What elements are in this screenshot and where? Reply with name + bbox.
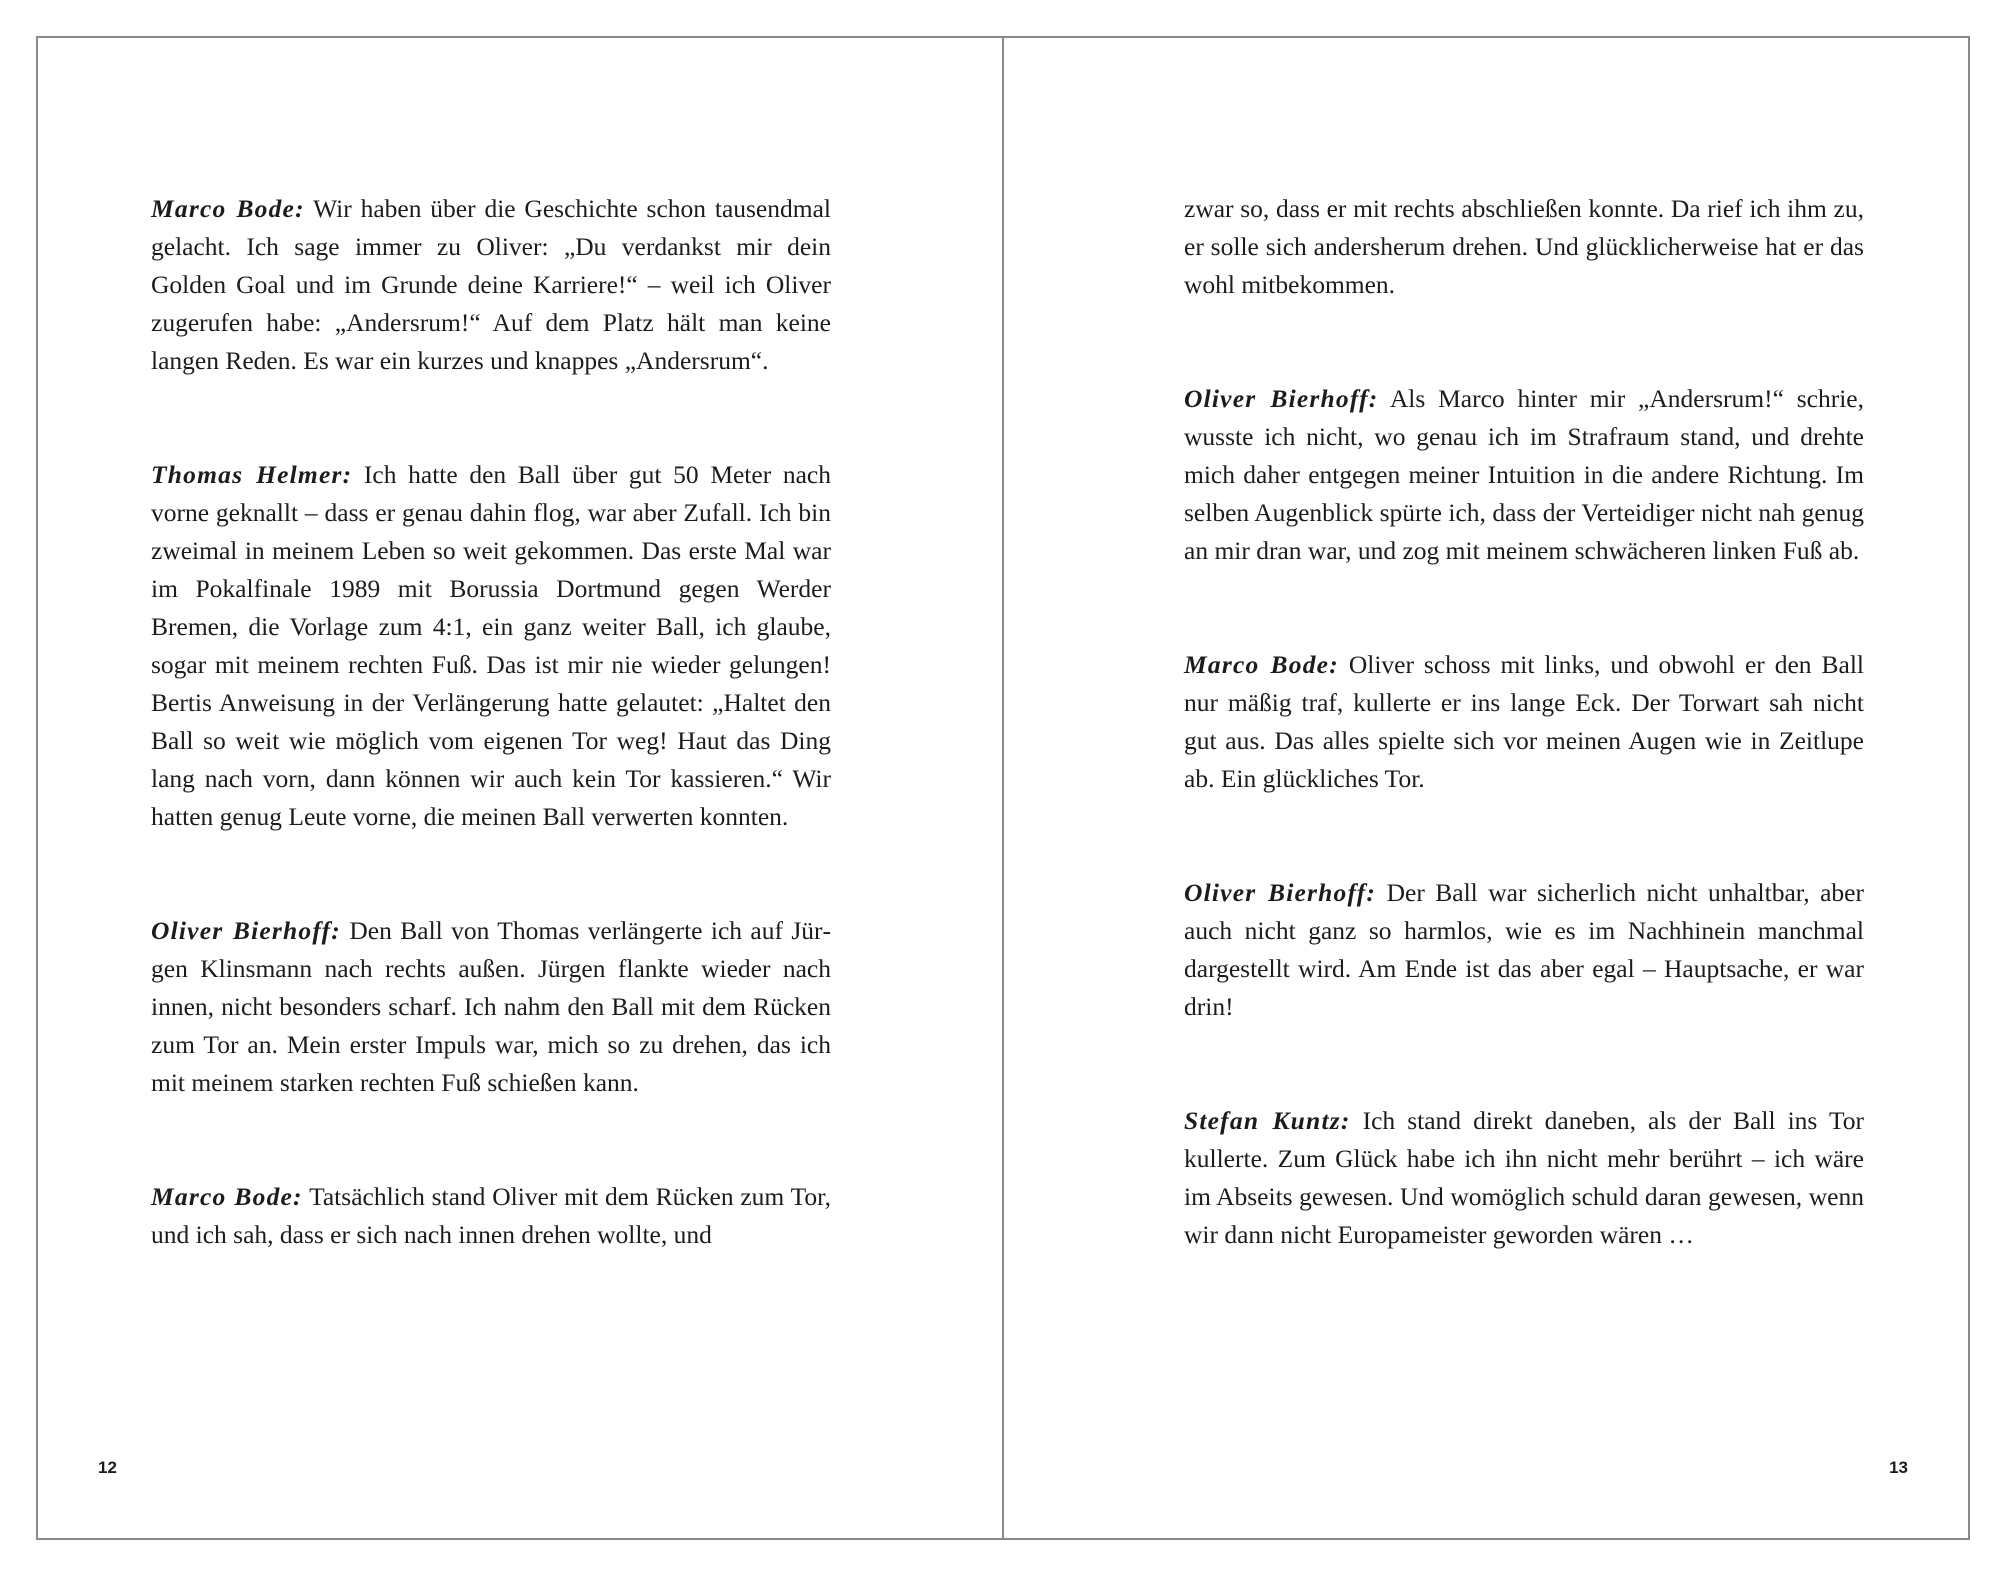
page-number: 13	[1889, 1458, 1908, 1477]
paragraph	[1184, 874, 1864, 1026]
paragraph-text: zwar so, dass er mit rechts abschließen konnte. Da rief ich ihm zu, er solle sich andersherum drehen. Und glücklicherweise hat er das wohl mitbekommen.	[1184, 194, 1864, 299]
paragraph	[1184, 1102, 1864, 1254]
speaker-name: Oliver Bierhoff:	[1184, 878, 1377, 907]
paragraph-text: Der Ball war sicherlich nicht unhaltbar, aber auch nicht ganz so harmlos, wie es im Nachhinein manchmal dargestellt wird. Am Ende ist das aber egal – Hauptsache, er war drin!	[1184, 878, 1864, 1021]
left-text-column	[151, 190, 831, 1330]
paragraph	[1184, 380, 1864, 570]
paragraph	[151, 190, 831, 380]
speaker-name: Marco Bode:	[151, 1182, 303, 1211]
speaker-name: Oliver Bierhoff:	[151, 916, 342, 945]
paragraph	[151, 1178, 831, 1254]
speaker-name: Thomas Helmer:	[151, 460, 353, 489]
page-number: 12	[98, 1458, 117, 1477]
speaker-name: Marco Bode:	[151, 194, 305, 223]
paragraph-text: Oliver schoss mit links, und obwohl er den Ball nur mäßig traf, kullerte er ins lange Eck. Der Torwart sah nicht gut aus. Das alles spielte sich vor meinen Augen wie in Zeitlupe ab. Ein glückliches Tor.	[1184, 650, 1864, 793]
left-page	[36, 36, 1004, 1540]
paragraph-text: Den Ball von Thomas verlängerte ich auf Jürgen Klinsmann nach rechts außen. Jürgen flankte wieder nach innen, nicht besonders scharf. Ich nahm den Ball mit dem Rücken zum Tor an. Mein erster Impuls war, mich so zu drehen, das ich mit meinem starken rechten Fuß schießen kann.	[151, 916, 831, 1097]
speaker-name: Marco Bode:	[1184, 650, 1339, 679]
paragraph-text: Tatsächlich stand Oliver mit dem Rücken zum Tor, und ich sah, dass er sich nach innen drehen wollte, und	[151, 1182, 831, 1249]
paragraph-text: Ich hatte den Ball über gut 50 Meter nach vorne geknallt – dass er genau dahin flog, war aber Zufall. Ich bin zweimal in meinem Leben so weit gekommen. Das erste Mal war im Pokalfinale 1989 mit Borussia Dortmund gegen Werder Bremen, die Vorlage zum 4:1, ein ganz weiter Ball, ich glaube, sogar mit meinem rechten Fuß. Das ist mir nie wieder gelungen! Bertis Anweisung in der Verlängerung hatte gelautet: „Haltet den Ball so weit wie möglich vom eigenen Tor weg! Haut das Ding lang nach vorn, dann können wir auch kein Tor kassieren.“ Wir hatten genug Leute vorne, die meinen Ball verwerten konnten.	[151, 460, 831, 831]
paragraph-text: Als Marco hinter mir „Andersrum!“ schrie, wusste ich nicht, wo genau ich im Strafraum stand, und drehte mich daher entgegen meiner Intuition in die andere Richtung. Im selben Augenblick spürte ich, dass der Verteidiger nicht nah genug an mir dran war, und zog mit meinem schwächeren linken Fuß ab.	[1184, 384, 1864, 565]
speaker-name: Oliver Bierhoff:	[1184, 384, 1379, 413]
right-text-column	[1184, 190, 1864, 1330]
paragraph-text: Ich stand direkt daneben, als der Ball ins Tor kullerte. Zum Glück habe ich ihn nicht mehr berührt – ich wäre im Abseits gewesen. Und womöglich schuld daran gewesen, wenn wir dann nicht Europameister geworden wären …	[1184, 1106, 1864, 1249]
right-page	[1002, 36, 1970, 1540]
paragraph-text: Wir haben über die Geschichte schon tausendmal gelacht. Ich sage immer zu Oliver: „Du verdankst mir dein Golden Goal und im Grunde deine Karriere!“ – weil ich Oliver zugerufen habe: „Andersrum!“ Auf dem Platz hält man keine langen Reden. Es war ein kurzes und knappes „Andersrum“.	[151, 194, 831, 375]
paragraph	[1184, 646, 1864, 798]
speaker-name: Stefan Kuntz:	[1184, 1106, 1351, 1135]
continuation-paragraph	[1184, 190, 1864, 304]
paragraph	[151, 912, 831, 1102]
paragraph	[151, 456, 831, 836]
